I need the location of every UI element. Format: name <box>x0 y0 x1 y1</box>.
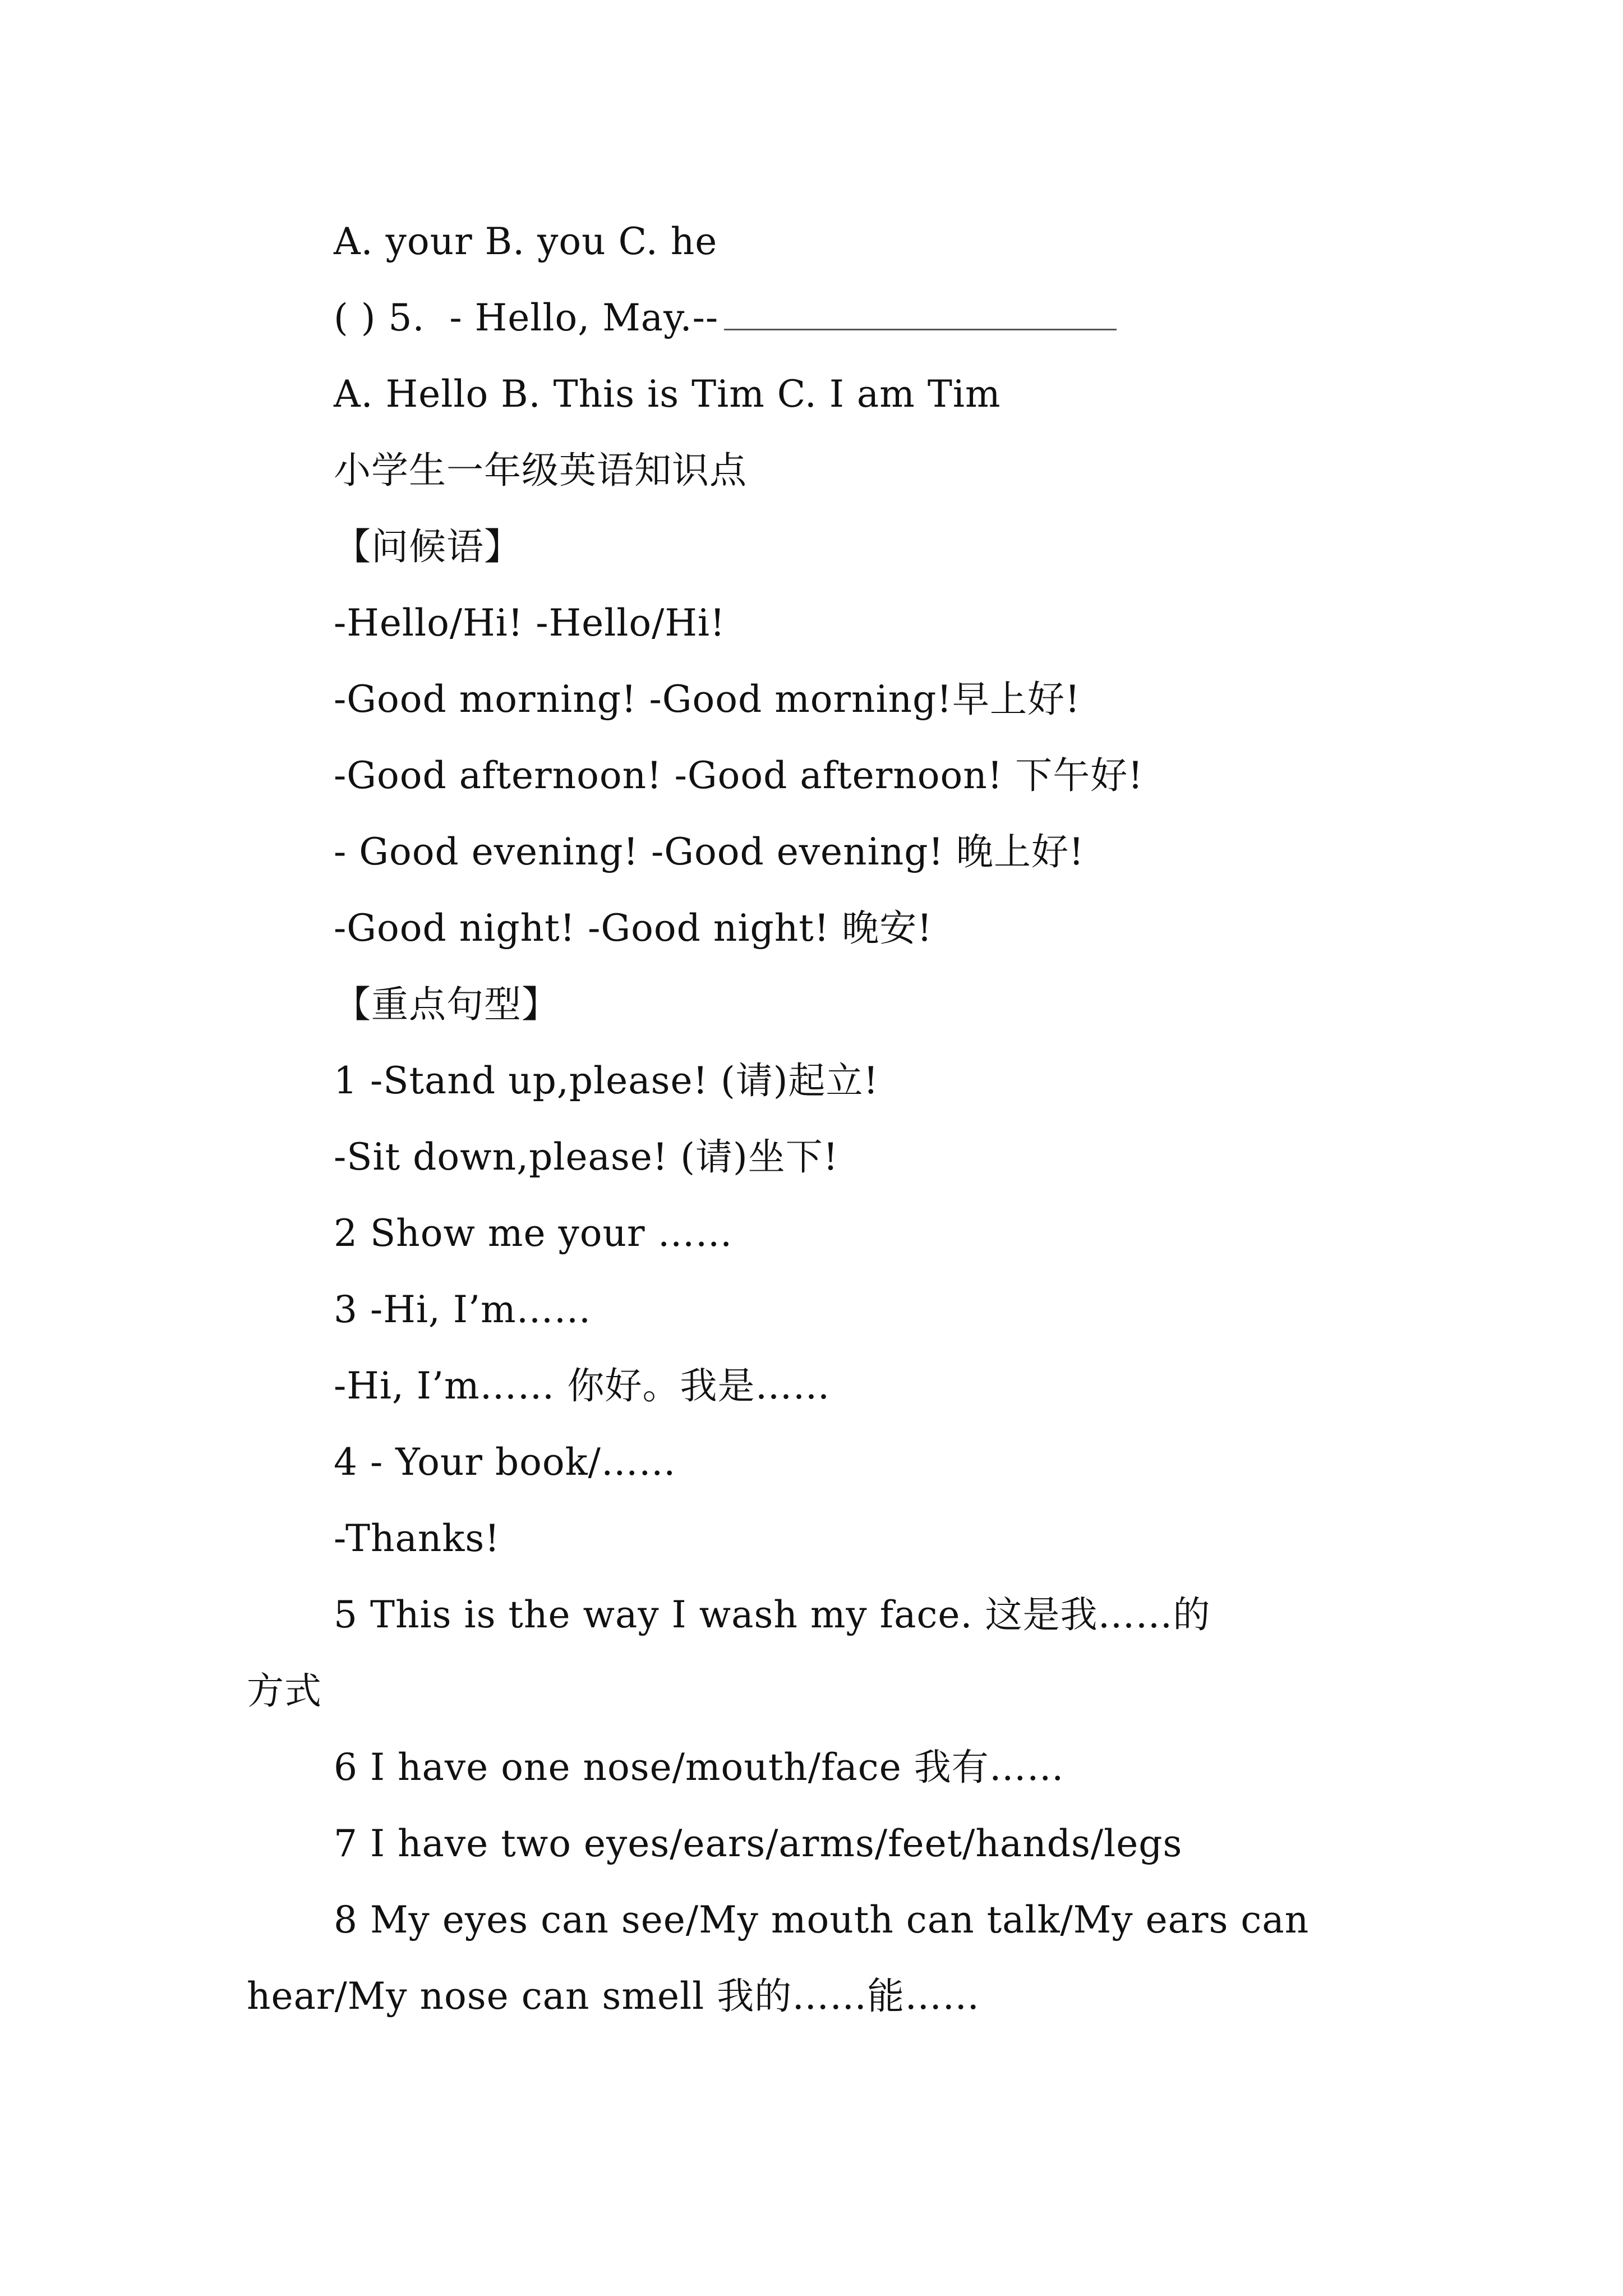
sentence-2: 2 Show me your …… <box>334 1212 733 1255</box>
sentence-1-sit-down: -Sit down,please! (请)坐下! <box>334 1135 839 1179</box>
sentence-3-b: -Hi, I’m…… 你好。我是…… <box>334 1364 831 1407</box>
question-5-options: A. Hello B. This is Tim C. I am Tim <box>334 372 1001 416</box>
greeting-hello: -Hello/Hi! -Hello/Hi! <box>334 601 726 645</box>
sentence-5-continued: 方式 <box>247 1669 322 1713</box>
question-5-text: ( ) 5. - Hello, May.-- <box>334 296 719 339</box>
question-4-options: A. your B. you C. he <box>334 220 718 263</box>
sentence-4-a: 4 - Your book/…… <box>334 1441 676 1484</box>
sentence-4-b: -Thanks! <box>334 1517 500 1560</box>
question-5-row <box>334 296 1117 339</box>
greeting-night: -Good night! -Good night! 晚安! <box>334 907 933 950</box>
greeting-morning: -Good morning! -Good morning!早上好! <box>334 678 1081 721</box>
section-title: 小学生一年级英语知识点 <box>334 449 747 492</box>
sentence-3-a: 3 -Hi, I’m…… <box>334 1288 592 1331</box>
greeting-afternoon: -Good afternoon! -Good afternoon! 下午好! <box>334 754 1144 797</box>
sentence-7: 7 I have two eyes/ears/arms/feet/hands/legs <box>334 1822 1183 1865</box>
sentence-6: 6 I have one nose/mouth/face 我有…… <box>334 1746 1064 1789</box>
sentence-5: 5 This is the way I wash my face. 这是我……的 <box>334 1593 1211 1636</box>
sentence-8-continued: hear/My nose can smell 我的……能…… <box>247 1975 980 2018</box>
answer-blank-line <box>724 328 1117 330</box>
sentence-8: 8 My eyes can see/My mouth can talk/My ears can <box>334 1898 1310 1941</box>
heading-key-sentences: 【重点句型】 <box>334 983 559 1026</box>
heading-greetings: 【问候语】 <box>334 525 522 568</box>
sentence-1-stand-up: 1 -Stand up,please! (请)起立! <box>334 1059 879 1102</box>
greeting-evening: - Good evening! -Good evening! 晚上好! <box>334 830 1085 873</box>
